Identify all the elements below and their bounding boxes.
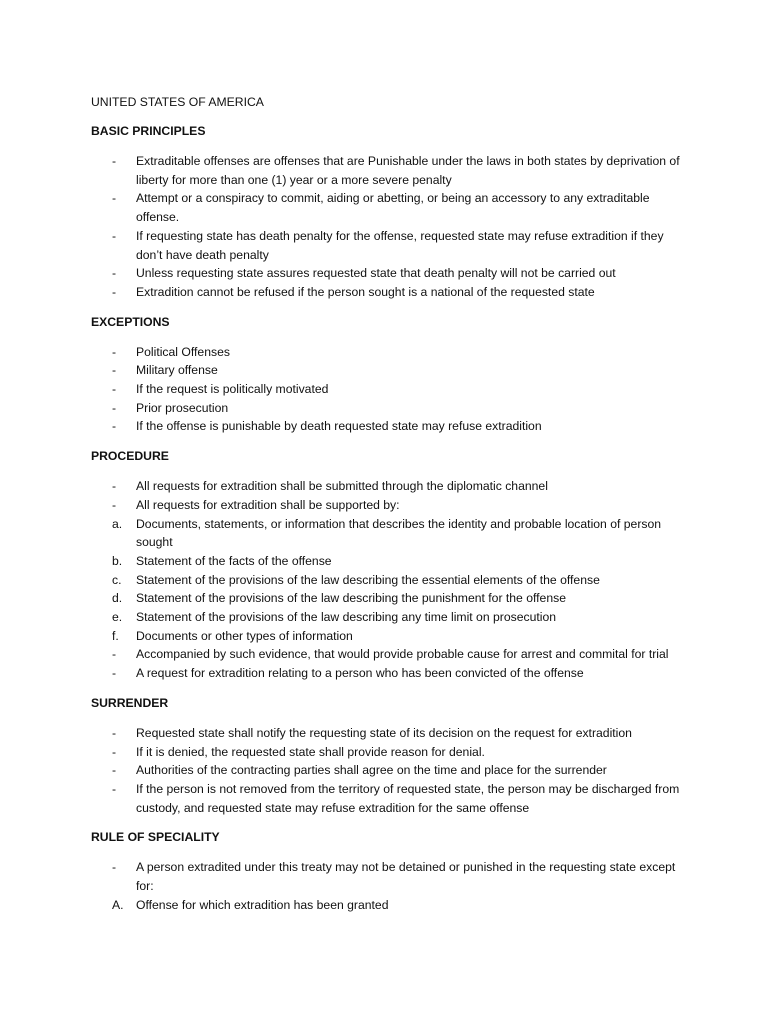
list-marker: - xyxy=(112,228,117,243)
list-marker: - xyxy=(112,191,117,206)
list-item xyxy=(91,264,691,283)
list-item xyxy=(91,571,691,590)
section-heading: EXCEPTIONS xyxy=(91,314,170,329)
list-marker: - xyxy=(112,781,117,796)
list-item xyxy=(91,496,691,515)
list-marker: - xyxy=(112,647,117,662)
list-item xyxy=(91,552,691,571)
list-marker: b. xyxy=(112,553,123,568)
list-item xyxy=(91,896,691,915)
section-list xyxy=(91,858,691,914)
list-item-text: Statement of the provisions of the law describing the punishment for the offense xyxy=(136,591,566,606)
list-item-text: Statement of the provisions of the law describing the essential elements of the offense xyxy=(136,572,600,587)
list-item-text: Extraditable offenses are offenses that are Punishable under the laws in both states by deprivation of liberty for more than one (1) year or a more severe penalty xyxy=(136,154,680,187)
list-marker: - xyxy=(112,860,117,875)
list-item-text: Political Offenses xyxy=(136,344,230,359)
list-item xyxy=(91,743,691,762)
list-item xyxy=(91,417,691,436)
list-item-text: If the person is not removed from the territory of requested state, the person may be discharged from custody, and requested state may refuse extradition for the same offense xyxy=(136,781,680,815)
document-title: UNITED STATES OF AMERICA xyxy=(91,95,264,109)
list-marker: c. xyxy=(112,572,122,587)
list-marker: - xyxy=(112,497,117,512)
list-item xyxy=(91,858,691,895)
list-item-text: Military offense xyxy=(136,363,218,378)
list-item-text: A request for extradition relating to a person who has been convicted of the offense xyxy=(136,666,584,681)
list-item-text: If it is denied, the requested state shall provide reason for denial. xyxy=(136,744,485,759)
list-item xyxy=(91,399,691,418)
list-item xyxy=(91,761,691,780)
list-item xyxy=(91,780,691,817)
list-marker: A. xyxy=(112,897,124,912)
list-marker: - xyxy=(112,382,117,397)
section-heading: PROCEDURE xyxy=(91,449,169,464)
list-item-text: Documents or other types of information xyxy=(136,628,353,643)
section-heading: SURRENDER xyxy=(91,695,169,710)
section-list xyxy=(91,343,691,437)
list-marker: - xyxy=(112,284,117,299)
list-item xyxy=(91,724,691,743)
list-item-text: Requested state shall notify the requesting state of its decision on the request for extradition xyxy=(136,725,632,740)
list-marker: - xyxy=(112,666,117,681)
list-item-text: Offense for which extradition has been granted xyxy=(136,897,389,912)
list-item-text: Documents, statements, or information that describes the identity and probable location of person sought xyxy=(136,516,662,550)
list-item xyxy=(91,627,691,646)
list-item-text: If the offense is punishable by death requested state may refuse extradition xyxy=(136,419,542,434)
list-item xyxy=(91,361,691,380)
list-marker: - xyxy=(112,479,117,494)
list-item-text: A person extradited under this treaty may not be detained or punished in the requesting state except for: xyxy=(136,860,676,894)
section-list xyxy=(91,724,691,818)
list-item-text: All requests for extradition shall be submitted through the diplomatic channel xyxy=(136,479,548,494)
list-item xyxy=(91,283,691,302)
list-marker: a. xyxy=(112,516,123,531)
list-marker: - xyxy=(112,344,117,359)
list-marker: - xyxy=(112,763,117,778)
list-item xyxy=(91,227,691,264)
list-item-text: If requesting state has death penalty for the offense, requested state may refuse extradition if they don’t have death penalty xyxy=(136,228,664,262)
list-marker: - xyxy=(112,744,117,759)
list-marker: f. xyxy=(112,628,119,643)
list-marker: - xyxy=(112,419,117,434)
list-item-text: Statement of the facts of the offense xyxy=(136,553,332,568)
list-marker: - xyxy=(112,400,117,415)
list-item xyxy=(91,645,691,664)
list-item xyxy=(91,608,691,627)
list-marker: - xyxy=(112,154,117,168)
list-item-text: Authorities of the contracting parties shall agree on the time and place for the surrender xyxy=(136,763,607,778)
list-marker: - xyxy=(112,725,117,740)
list-item-text: Accompanied by such evidence, that would provide probable cause for arrest and commital for trial xyxy=(136,647,669,662)
document-page xyxy=(91,94,691,915)
list-item xyxy=(91,515,691,552)
list-item-text: If the request is politically motivated xyxy=(136,382,329,397)
list-item-text: Statement of the provisions of the law describing any time limit on prosecution xyxy=(136,610,557,625)
list-marker: - xyxy=(112,266,117,281)
list-marker: - xyxy=(112,363,117,378)
list-item xyxy=(91,664,691,683)
section-list xyxy=(91,152,691,302)
list-item xyxy=(91,589,691,608)
list-item-text: Attempt or a conspiracy to commit, aiding or abetting, or being an accessory to any extraditable offense. xyxy=(136,191,650,225)
list-item xyxy=(91,380,691,399)
list-item xyxy=(91,477,691,496)
section-heading: RULE OF SPECIALITY xyxy=(91,830,220,845)
section-heading: BASIC PRINCIPLES xyxy=(91,124,206,138)
list-marker: e. xyxy=(112,610,123,625)
list-item-text: Prior prosecution xyxy=(136,400,229,415)
document-sections xyxy=(91,123,691,915)
list-item-text: Extradition cannot be refused if the person sought is a national of the requested state xyxy=(136,284,595,299)
section-list xyxy=(91,477,691,683)
list-item xyxy=(91,189,691,226)
list-marker: d. xyxy=(112,591,123,606)
list-item xyxy=(91,152,691,189)
list-item xyxy=(91,343,691,362)
list-item-text: All requests for extradition shall be supported by: xyxy=(136,497,400,512)
list-item-text: Unless requesting state assures requested state that death penalty will not be carried out xyxy=(136,266,616,281)
